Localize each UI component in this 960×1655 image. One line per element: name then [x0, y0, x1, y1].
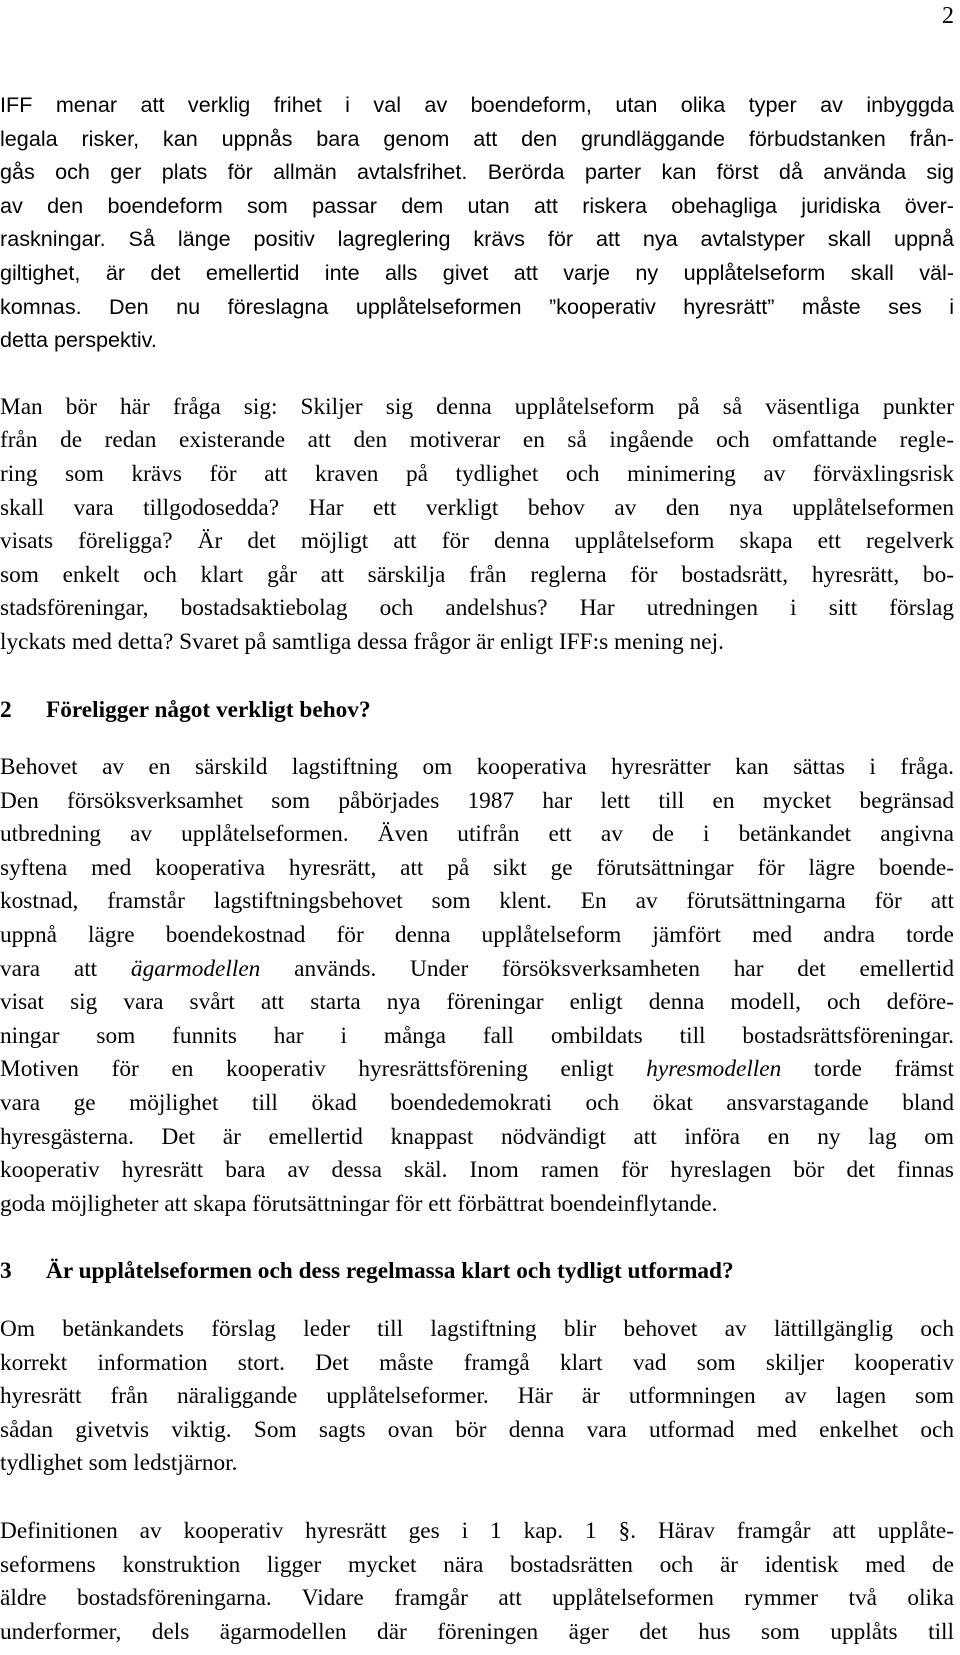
section-number: 2 [0, 696, 12, 723]
section-heading-3 [0, 1255, 954, 1289]
heading-spacer [0, 1289, 954, 1313]
paragraph-spacer [0, 660, 954, 694]
text-line: ring som krävs för att kraven på tydlighet och minimering av förväxlingsrisk [0, 460, 954, 487]
text-line [0, 1053, 954, 1087]
text-line: goda möjligheter att skapa förutsättningar för ett förbättrat boendeinflytande. [0, 1190, 718, 1217]
text-line: sådan givetvis viktig. Som sagts ovan bör denna vara utformad med enkelhet och [0, 1416, 954, 1443]
paragraph-spacer [0, 357, 954, 391]
text-line: visat sig vara svårt att starta nya föreningar enligt denna modell, och deföre- [0, 989, 954, 1016]
text-segment: Motiven för en kooperativ hyresrättsförening enligt [0, 1056, 647, 1083]
text-line: kostnad, framstår lagstiftningsbehovet som klent. En av förutsättningarna för att [0, 888, 954, 915]
section-number: 3 [0, 1258, 12, 1285]
paragraph-definition [0, 1515, 954, 1649]
text-segment: torde främst [781, 1056, 954, 1083]
text-line: kooperativ hyresrätt bara av dessa skäl. Inom ramen för hyreslagen bör det finnas [0, 1157, 954, 1184]
text-line: stadsföreningar, bostadsaktiebolag och andelshus? Har utredningen i sitt förslag [0, 595, 954, 622]
text-line: hyresgästerna. Det är emellertid knappast nödvändigt att införa en ny lag om [0, 1123, 954, 1150]
text-line: syftena med kooperativa hyresrätt, att på sikt ge förutsättningar för lägre boende- [0, 854, 954, 881]
text-line: utbredning av upplåtelseformen. Även utifrån ett av de i betänkandet angivna [0, 821, 954, 848]
paragraph-spacer [0, 1481, 954, 1515]
text-line: Man bör här fråga sig: Skiljer sig denna upplåtelseform på så väsentliga punkter [0, 393, 954, 420]
text-line: hyresrätt från näraliggande upplåtelseformer. Här är utformningen av lagen som [0, 1383, 954, 1410]
paragraph-information [0, 1313, 954, 1481]
text-line: seformens konstruktion ligger mycket nära bostadsrätten och är identisk med de [0, 1551, 954, 1578]
emphasis-term: hyresmodellen [646, 1056, 782, 1083]
section-heading-2 [0, 694, 954, 728]
section-title: Föreligger något verkligt behov? [46, 696, 371, 723]
section-title: Är upplåtelseformen och dess regelmassa klart och tydligt utformad? [46, 1258, 734, 1285]
text-line: skall vara tillgodosedda? Har ett verkligt behov av den nya upplåtelseformen [0, 494, 954, 521]
text-line: legala risker, kan uppnås bara genom att den grundläggande förbudstanken från- [0, 125, 954, 151]
text-line: som enkelt och klart går att särskilja från reglerna för bostadsrätt, hyresrätt, bo- [0, 561, 954, 588]
text-line: uppnå lägre boendekostnad för denna upplåtelseform jämfört med andra torde [0, 922, 954, 949]
text-line: Om betänkandets förslag leder till lagstiftning blir behovet av lättillgänglig och [0, 1316, 954, 1342]
text-line: IFF menar att verklig frihet i val av boendeform, utan olika typer av inbyggda [0, 92, 954, 117]
text-line: korrekt information stort. Det måste framgå klart vad som skiljer kooperativ [0, 1349, 954, 1376]
text-segment: vara att [0, 955, 131, 982]
text-line: tydlighet som ledstjärnor. [0, 1450, 238, 1477]
text-line: Behovet av en särskild lagstiftning om kooperativa hyresrätter kan sättas i fråga. [0, 754, 954, 781]
text-line: ningar som funnits har i många fall ombildats till bostadsrättsföreningar. [0, 1022, 954, 1049]
paragraph-questions [0, 391, 954, 660]
text-line: raskningar. Så länge positiv lagreglering krävs för att nya avtalstyper skall uppnå [0, 226, 954, 252]
paragraph-intro [0, 88, 954, 357]
text-line: giltighet, är det emellertid inte alls givet att varje ny upplåtelseform skall väl- [0, 259, 954, 285]
emphasis-term: ägarmodellen [130, 955, 261, 982]
text-line: komnas. Den nu föreslagna upplåtelseformen ”kooperativ hyresrätt” måste ses i [0, 293, 954, 319]
paragraph-need [0, 751, 954, 1221]
heading-spacer [0, 727, 954, 751]
text-line: detta perspektiv. [0, 327, 157, 353]
text-line: äldre bostadsföreningarna. Vidare framgår att upplåtelseformen rymmer två olika [0, 1585, 954, 1612]
text-line: underformer, dels ägarmodellen där föreningen äger det hus som upplåts till [0, 1618, 954, 1645]
page-number: 2 [942, 3, 954, 29]
paragraph-spacer [0, 1221, 954, 1255]
text-line: från de redan existerande att den motiverar en så ingående och omfattande regle- [0, 427, 954, 454]
text-line: lyckats med detta? Svaret på samtliga dessa frågor är enligt IFF:s mening nej. [0, 628, 724, 655]
text-line: av den boendeform som passar dem utan att riskera obehagliga juridiska över- [0, 192, 954, 218]
text-line: gås och ger plats för allmän avtalsfrihet. Berörda parter kan först då använda sig [0, 159, 954, 185]
text-line: Definitionen av kooperativ hyresrätt ges i 1 kap. 1 §. Härav framgår att upplåte- [0, 1517, 954, 1544]
text-line: visats föreligga? Är det möjligt att för denna upplåtelseform skapa ett regelverk [0, 528, 954, 555]
document-body [0, 88, 954, 1649]
text-line: vara ge möjlighet till ökad boendedemokrati och ökat ansvarstagande bland [0, 1090, 954, 1117]
text-line: Den försöksverksamhet som påbörjades 1987 har lett till en mycket begränsad [0, 787, 954, 814]
text-segment: används. Under försöksverksamheten har det emellertid [260, 955, 954, 982]
text-line [0, 953, 954, 987]
